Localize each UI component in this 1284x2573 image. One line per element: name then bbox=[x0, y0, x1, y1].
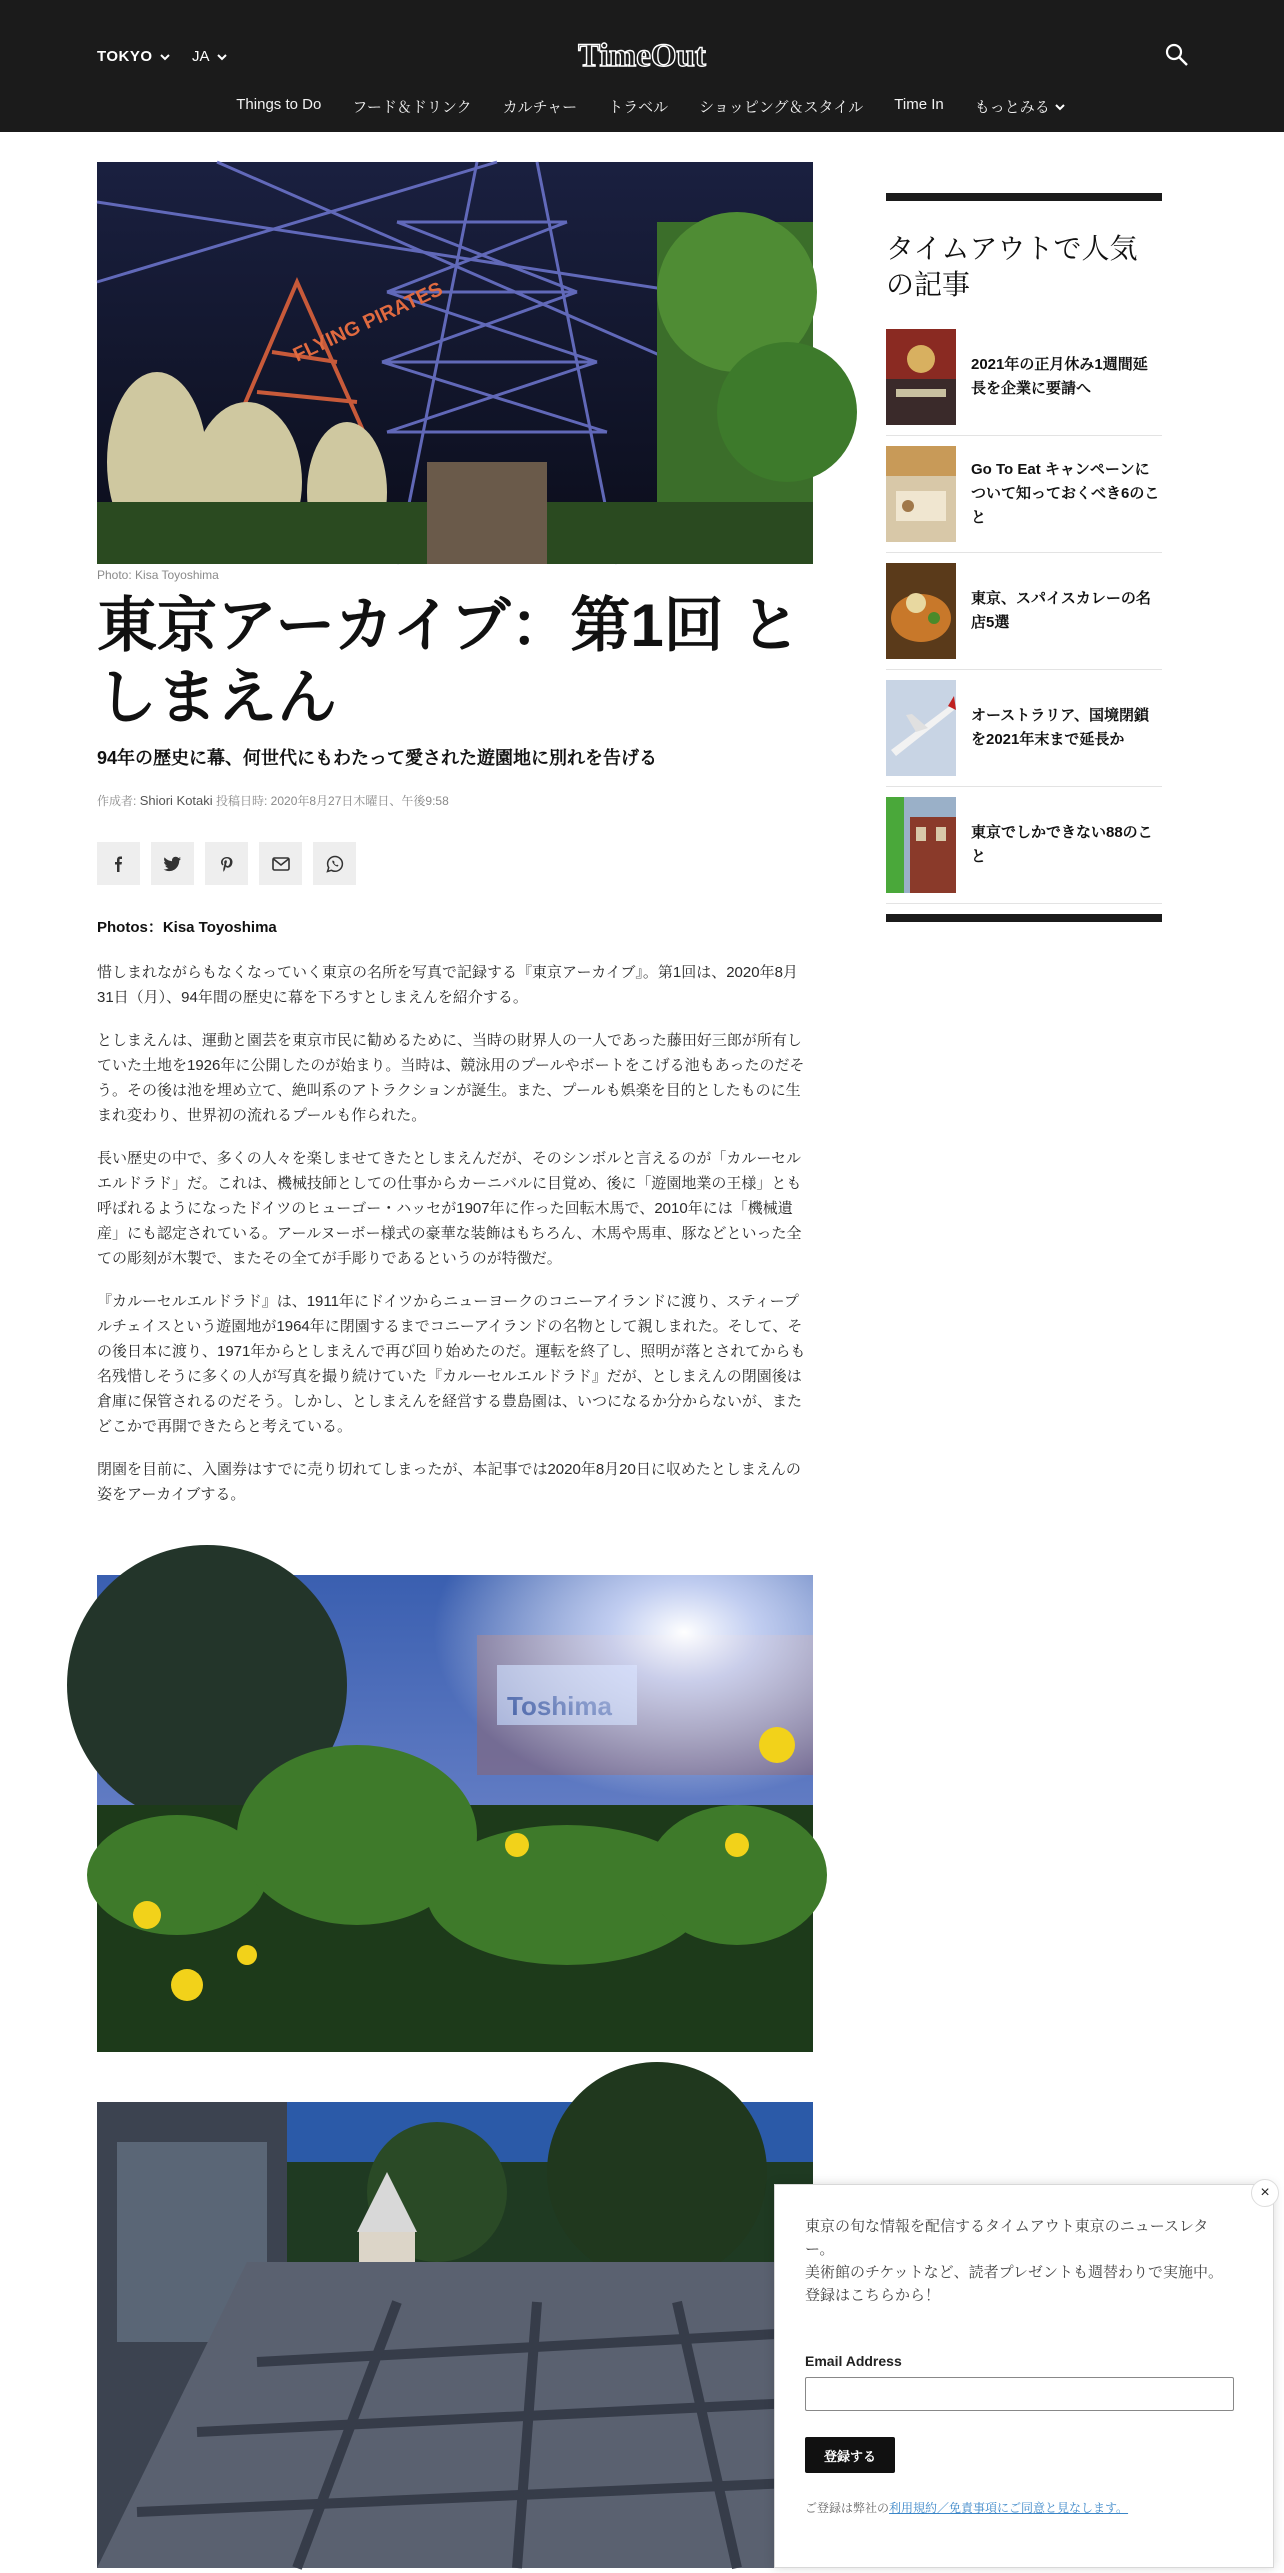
sidebar-article[interactable] bbox=[886, 553, 1162, 670]
email-field-label: Email Address bbox=[805, 2353, 902, 2369]
sidebar-top-rule bbox=[886, 193, 1162, 201]
svg-text:FLYING PIRATES: FLYING PIRATES bbox=[289, 278, 447, 367]
close-icon[interactable]: × bbox=[1251, 2179, 1279, 2207]
share-whatsapp-button[interactable] bbox=[313, 842, 356, 885]
twitter-icon bbox=[164, 856, 182, 872]
share-facebook-button[interactable] bbox=[97, 842, 140, 885]
nav-item-food-drink[interactable]: フード＆ドリンク bbox=[352, 99, 472, 116]
sidebar-article-title: オーストラリア、国境閉鎖を2021年末まで延長か bbox=[971, 707, 1150, 748]
nav-more-label: もっとみる bbox=[974, 99, 1050, 116]
article-paragraph: 惜しまれながらもなくなっていく東京の名所を写真で記録する『東京アーカイブ』。第1回は、2020年8月31日（月）、94年間の歴史に幕を下ろすとしまえんを紹介する。 bbox=[97, 964, 798, 1006]
whatsapp-icon bbox=[326, 855, 344, 873]
newsletter-terms bbox=[805, 2499, 1128, 2516]
location-selector[interactable] bbox=[97, 48, 171, 65]
chevron-down-icon bbox=[216, 51, 228, 63]
share-twitter-button[interactable] bbox=[151, 842, 194, 885]
terms-prefix: ご登録は弊社の bbox=[805, 2501, 890, 2515]
article-image-plaza bbox=[97, 2102, 813, 2568]
sidebar-article[interactable] bbox=[886, 436, 1162, 553]
pinterest-icon bbox=[219, 856, 235, 872]
sidebar-article-title: Go To Eat キャンペーンについて知っておくべき6のこと bbox=[971, 461, 1160, 526]
newsletter-description bbox=[805, 2215, 1235, 2307]
nav-item-travel[interactable]: トラベル bbox=[608, 99, 669, 116]
chevron-down-icon bbox=[159, 51, 171, 63]
email-icon bbox=[272, 857, 290, 871]
share-bar bbox=[97, 842, 356, 885]
article-paragraph: 閉園を目前に、入園券はすでに売り切れてしまったが、本記事では2020年8月20日に収めたとしまえんの姿をアーカイブする。 bbox=[97, 1461, 801, 1503]
subscribe-button[interactable]: 登録する bbox=[805, 2437, 895, 2473]
sidebar-thumbnail bbox=[886, 797, 956, 893]
main-nav bbox=[0, 96, 1284, 117]
share-pinterest-button[interactable] bbox=[205, 842, 248, 885]
meta-prefix: 作成者: bbox=[97, 794, 137, 808]
language-label: JA bbox=[192, 48, 210, 65]
article-subtitle: 94年の歴史に幕、何世代にもわたって愛された遊園地に別れを告げる bbox=[97, 748, 658, 768]
author-link[interactable]: Shiori Kotaki bbox=[139, 793, 213, 808]
article-paragraph: としまえんは、運動と園芸を東京市民に勧めるために、当時の財界人の一人であった藤田好三郎が所有していた土地を1926年に公開したのが始まり。当時は、競泳用のプールやボートをこげる池もあったのだそう。その後は池を埋め立て、絶叫系のアトラクションが誕生。また、プールも娯楽を目的としたものに生まれ変わり、世界初の流れるプールも作られた。 bbox=[97, 1032, 805, 1124]
chevron-down-icon bbox=[1054, 101, 1066, 113]
publish-date: 投稿日時: 2020年8月27日木曜日、午後9:58 bbox=[216, 794, 449, 808]
newsletter-text-line: 美術館のチケットなど、読者プレゼントも週替わりで実施中。 bbox=[805, 2264, 1224, 2281]
sidebar-thumbnail bbox=[886, 563, 956, 659]
facebook-icon bbox=[111, 856, 127, 872]
hero-image bbox=[97, 162, 813, 564]
logo-text: TimeOut bbox=[578, 38, 706, 74]
sidebar-thumbnail bbox=[886, 329, 956, 425]
article-meta bbox=[97, 792, 449, 809]
nav-item-time-in[interactable]: Time In bbox=[894, 96, 944, 113]
hero-caption: Photo: Kisa Toyoshima bbox=[97, 568, 219, 582]
terms-link[interactable]: 利用規約／免責事項にご同意と見なします。 bbox=[889, 2501, 1129, 2515]
page-title: 東京アーカイブ：第1回 としまえん bbox=[97, 592, 801, 731]
sidebar-article-title: 東京でしかできない88のこと bbox=[971, 824, 1153, 865]
site-header bbox=[0, 0, 1284, 132]
sidebar-thumbnail bbox=[886, 446, 956, 542]
sidebar-article-title: 東京、スパイスカレーの名店5選 bbox=[971, 590, 1151, 631]
newsletter-text-line: 登録はこちらから！ bbox=[805, 2287, 941, 2304]
nav-item-more[interactable] bbox=[975, 96, 1066, 117]
timeout-logo[interactable] bbox=[578, 30, 706, 78]
location-label: TOKYO bbox=[97, 48, 153, 65]
share-email-button[interactable] bbox=[259, 842, 302, 885]
nav-item-things-to-do[interactable]: Things to Do bbox=[236, 96, 322, 113]
newsletter-text-line: 東京の旬な情報を配信するタイムアウト東京のニュースレター。 bbox=[805, 2218, 1209, 2258]
sidebar-heading: タイムアウトで人気の記事 bbox=[886, 233, 1138, 300]
article-image-garden bbox=[97, 1575, 813, 2052]
search-icon[interactable] bbox=[1164, 42, 1190, 68]
sidebar-article[interactable] bbox=[886, 319, 1162, 436]
article-body bbox=[97, 960, 813, 1525]
sidebar-article[interactable] bbox=[886, 787, 1162, 904]
photos-credit: Photos：Kisa Toyoshima bbox=[97, 919, 277, 936]
nav-item-shopping-style[interactable]: ショッピング＆スタイル bbox=[699, 99, 864, 116]
article-paragraph: 長い歴史の中で、多くの人々を楽しませてきたとしまえんだが、そのシンボルと言えるのが「カルーセルエルドラド」だ。これは、機械技師としての仕事からカーニバルに目覚め、後に「遊園地業の王様」とも呼ばれるようになったドイツのヒューゴー・ハッセが1907年に作った回転木馬で、2010年には「機械遺産」にも認定されている。アールヌーボー様式の豪華な装飾はもちろん、木馬や馬車、豚などといった全ての彫刻が木製で、またその全てが手彫りであるというのが特徴だ。 bbox=[97, 1150, 802, 1267]
newsletter-popup bbox=[774, 2184, 1274, 2568]
sidebar-thumbnail bbox=[886, 680, 956, 776]
sidebar-bottom-rule bbox=[886, 914, 1162, 922]
nav-item-culture[interactable]: カルチャー bbox=[502, 99, 578, 116]
sidebar-article-title: 2021年の正月休み1週間延長を企業に要請へ bbox=[971, 356, 1148, 397]
sidebar-article[interactable] bbox=[886, 670, 1162, 787]
language-selector[interactable] bbox=[192, 48, 228, 65]
article-paragraph: 『カルーセルエルドラド』は、1911年にドイツからニューヨークのコニーアイランドに渡り、スティープルチェイスという遊園地が1964年に閉園するまでコニーアイランドの名物として親しまれた。そして、その後日本に渡り、1971年からとしまえんで再び回り始めたのだ。運転を終了し、照明が落とされてからも名残惜しそうに多くの人が写真を撮り続けていた『カルーセルエルドラド』だが、としまえんの閉園後は倉庫に保管されるのだそう。しかし、としまえんを経営する豊島園は、いつになるか分からないが、またどこかで再開できたらと考えている。 bbox=[97, 1293, 806, 1435]
email-field[interactable] bbox=[805, 2377, 1234, 2411]
popular-articles-sidebar bbox=[886, 193, 1162, 922]
